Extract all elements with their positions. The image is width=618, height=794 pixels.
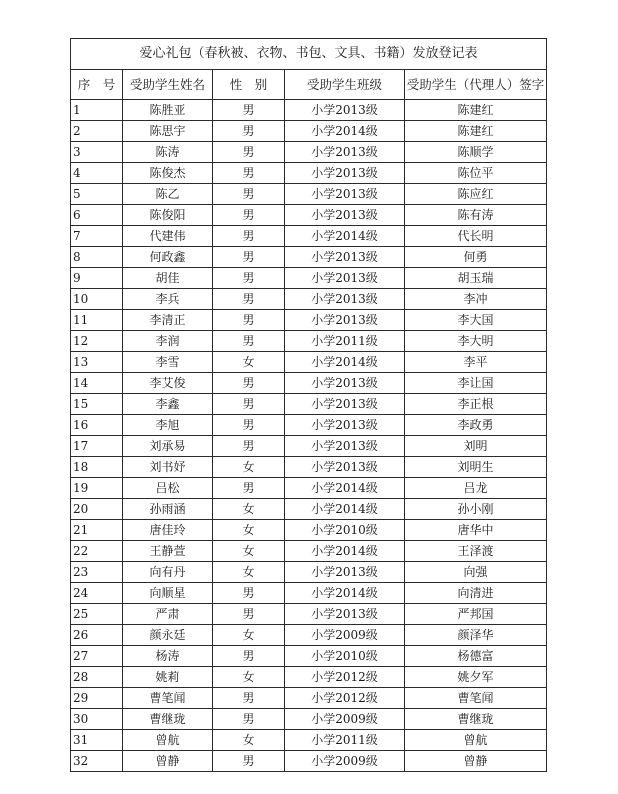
signature-cell: 向强: [405, 562, 547, 583]
table-row: [71, 331, 547, 352]
gender-cell: 男: [213, 646, 285, 667]
student-name-cell: 陈俊杰: [123, 163, 213, 184]
row-number-cell: 15: [71, 394, 123, 415]
signature-cell: 李正根: [405, 394, 547, 415]
signature-cell: 陈建红: [405, 121, 547, 142]
table-row: [71, 142, 547, 163]
signature-cell: 李政勇: [405, 415, 547, 436]
signature-cell: 唐华中: [405, 520, 547, 541]
signature-cell: 吕龙: [405, 478, 547, 499]
row-number-cell: 8: [71, 247, 123, 268]
row-number-cell: 1: [71, 100, 123, 121]
student-name-cell: 杨涛: [123, 646, 213, 667]
signature-cell: 陈顺学: [405, 142, 547, 163]
table-row: [71, 310, 547, 331]
signature-cell: 李让国: [405, 373, 547, 394]
signature-cell: 李大明: [405, 331, 547, 352]
signature-cell: 曹笔闻: [405, 688, 547, 709]
row-number-cell: 6: [71, 205, 123, 226]
student-name-cell: 曹笔闻: [123, 688, 213, 709]
student-name-cell: 颜永廷: [123, 625, 213, 646]
signature-cell: 刘明: [405, 436, 547, 457]
gender-cell: 男: [213, 583, 285, 604]
table-row: [71, 730, 547, 751]
row-number-cell: 24: [71, 583, 123, 604]
student-name-cell: 胡佳: [123, 268, 213, 289]
class-year-cell: 小学2014级: [285, 121, 405, 142]
table-row: [71, 583, 547, 604]
table-row: [71, 100, 547, 121]
signature-cell: 陈应红: [405, 184, 547, 205]
class-year-cell: 小学2013级: [285, 289, 405, 310]
gender-cell: 女: [213, 562, 285, 583]
table-body: [71, 100, 547, 772]
table-row: [71, 289, 547, 310]
table-row: [71, 625, 547, 646]
table-row: [71, 205, 547, 226]
row-number-cell: 12: [71, 331, 123, 352]
class-year-cell: 小学2014级: [285, 226, 405, 247]
table-row: [71, 436, 547, 457]
signature-cell: 曹继珑: [405, 709, 547, 730]
signature-cell: 陈建红: [405, 100, 547, 121]
class-year-cell: 小学2009级: [285, 625, 405, 646]
gender-cell: 女: [213, 625, 285, 646]
header-gender: 性 别: [213, 70, 285, 100]
row-number-cell: 22: [71, 541, 123, 562]
gender-cell: 男: [213, 268, 285, 289]
gender-cell: 男: [213, 184, 285, 205]
gender-cell: 男: [213, 310, 285, 331]
row-number-cell: 30: [71, 709, 123, 730]
signature-cell: 李冲: [405, 289, 547, 310]
student-name-cell: 陈涛: [123, 142, 213, 163]
gender-cell: 男: [213, 205, 285, 226]
table-row: [71, 457, 547, 478]
student-name-cell: 李旭: [123, 415, 213, 436]
row-number-cell: 21: [71, 520, 123, 541]
signature-cell: 向清进: [405, 583, 547, 604]
header-row: [71, 70, 547, 100]
student-name-cell: 吕松: [123, 478, 213, 499]
table-row: [71, 415, 547, 436]
student-name-cell: 刘承易: [123, 436, 213, 457]
class-year-cell: 小学2014级: [285, 352, 405, 373]
table-row: [71, 394, 547, 415]
class-year-cell: 小学2009级: [285, 709, 405, 730]
gender-cell: 男: [213, 142, 285, 163]
class-year-cell: 小学2014级: [285, 583, 405, 604]
row-number-cell: 16: [71, 415, 123, 436]
gender-cell: 男: [213, 709, 285, 730]
header-signature: 受助学生（代理人）签字: [405, 70, 547, 100]
class-year-cell: 小学2014级: [285, 499, 405, 520]
gender-cell: 男: [213, 478, 285, 499]
student-name-cell: 曾航: [123, 730, 213, 751]
class-year-cell: 小学2013级: [285, 373, 405, 394]
student-name-cell: 何政鑫: [123, 247, 213, 268]
row-number-cell: 19: [71, 478, 123, 499]
signature-cell: 颜泽华: [405, 625, 547, 646]
row-number-cell: 7: [71, 226, 123, 247]
gender-cell: 男: [213, 121, 285, 142]
header-class: 受助学生班级: [285, 70, 405, 100]
student-name-cell: 陈思宇: [123, 121, 213, 142]
gender-cell: 男: [213, 331, 285, 352]
header-number: 序 号: [71, 70, 123, 100]
signature-cell: 陈有涛: [405, 205, 547, 226]
registration-form: [70, 38, 546, 772]
class-year-cell: 小学2013级: [285, 457, 405, 478]
row-number-cell: 13: [71, 352, 123, 373]
row-number-cell: 20: [71, 499, 123, 520]
class-year-cell: 小学2013级: [285, 142, 405, 163]
class-year-cell: 小学2013级: [285, 604, 405, 625]
signature-cell: 胡玉瑞: [405, 268, 547, 289]
class-year-cell: 小学2010级: [285, 646, 405, 667]
gender-cell: 男: [213, 604, 285, 625]
signature-cell: 孙小刚: [405, 499, 547, 520]
signature-cell: 严邦国: [405, 604, 547, 625]
gender-cell: 女: [213, 667, 285, 688]
gender-cell: 女: [213, 352, 285, 373]
table-row: [71, 247, 547, 268]
student-name-cell: 刘书妤: [123, 457, 213, 478]
class-year-cell: 小学2013级: [285, 100, 405, 121]
gender-cell: 男: [213, 247, 285, 268]
table-row: [71, 499, 547, 520]
gender-cell: 女: [213, 499, 285, 520]
header-student-name: 受助学生姓名: [123, 70, 213, 100]
class-year-cell: 小学2013级: [285, 415, 405, 436]
class-year-cell: 小学2013级: [285, 562, 405, 583]
signature-cell: 曾航: [405, 730, 547, 751]
gender-cell: 男: [213, 373, 285, 394]
gender-cell: 女: [213, 520, 285, 541]
row-number-cell: 9: [71, 268, 123, 289]
student-name-cell: 李清正: [123, 310, 213, 331]
row-number-cell: 2: [71, 121, 123, 142]
table-row: [71, 688, 547, 709]
student-name-cell: 孙雨涵: [123, 499, 213, 520]
form-title: 爱心礼包（春秋被、衣物、书包、文具、书籍）发放登记表: [71, 39, 547, 70]
student-name-cell: 向有丹: [123, 562, 213, 583]
student-name-cell: 陈俊阳: [123, 205, 213, 226]
table-row: [71, 163, 547, 184]
student-name-cell: 李艾俊: [123, 373, 213, 394]
class-year-cell: 小学2012级: [285, 667, 405, 688]
table-row: [71, 541, 547, 562]
row-number-cell: 10: [71, 289, 123, 310]
row-number-cell: 4: [71, 163, 123, 184]
class-year-cell: 小学2013级: [285, 205, 405, 226]
signature-cell: 姚夕军: [405, 667, 547, 688]
student-name-cell: 曾静: [123, 751, 213, 772]
class-year-cell: 小学2013级: [285, 394, 405, 415]
gender-cell: 男: [213, 415, 285, 436]
signature-cell: 李大国: [405, 310, 547, 331]
signature-cell: 陈位平: [405, 163, 547, 184]
table-row: [71, 373, 547, 394]
signature-cell: 王泽渡: [405, 541, 547, 562]
class-year-cell: 小学2011级: [285, 730, 405, 751]
row-number-cell: 29: [71, 688, 123, 709]
table-row: [71, 268, 547, 289]
student-name-cell: 陈胜亚: [123, 100, 213, 121]
student-name-cell: 曹继珑: [123, 709, 213, 730]
student-name-cell: 代建伟: [123, 226, 213, 247]
row-number-cell: 18: [71, 457, 123, 478]
row-number-cell: 11: [71, 310, 123, 331]
table-row: [71, 184, 547, 205]
gender-cell: 男: [213, 688, 285, 709]
student-name-cell: 姚莉: [123, 667, 213, 688]
gender-cell: 男: [213, 394, 285, 415]
table-row: [71, 478, 547, 499]
student-name-cell: 陈乙: [123, 184, 213, 205]
class-year-cell: 小学2013级: [285, 436, 405, 457]
signature-cell: 曾静: [405, 751, 547, 772]
class-year-cell: 小学2013级: [285, 184, 405, 205]
row-number-cell: 32: [71, 751, 123, 772]
gender-cell: 女: [213, 541, 285, 562]
class-year-cell: 小学2013级: [285, 163, 405, 184]
table-row: [71, 667, 547, 688]
table-row: [71, 604, 547, 625]
table-row: [71, 562, 547, 583]
signature-cell: 杨德富: [405, 646, 547, 667]
student-name-cell: 李润: [123, 331, 213, 352]
gender-cell: 男: [213, 751, 285, 772]
row-number-cell: 3: [71, 142, 123, 163]
row-number-cell: 14: [71, 373, 123, 394]
table-row: [71, 751, 547, 772]
student-name-cell: 王静萱: [123, 541, 213, 562]
student-name-cell: 李鑫: [123, 394, 213, 415]
class-year-cell: 小学2009级: [285, 751, 405, 772]
class-year-cell: 小学2010级: [285, 520, 405, 541]
class-year-cell: 小学2012级: [285, 688, 405, 709]
student-name-cell: 严肃: [123, 604, 213, 625]
signature-cell: 何勇: [405, 247, 547, 268]
gender-cell: 男: [213, 436, 285, 457]
table-row: [71, 226, 547, 247]
table-row: [71, 709, 547, 730]
row-number-cell: 27: [71, 646, 123, 667]
student-name-cell: 李雪: [123, 352, 213, 373]
class-year-cell: 小学2014级: [285, 478, 405, 499]
row-number-cell: 23: [71, 562, 123, 583]
student-name-cell: 向顺星: [123, 583, 213, 604]
row-number-cell: 5: [71, 184, 123, 205]
gender-cell: 男: [213, 226, 285, 247]
signature-cell: 代长明: [405, 226, 547, 247]
table-row: [71, 121, 547, 142]
class-year-cell: 小学2013级: [285, 268, 405, 289]
gender-cell: 男: [213, 289, 285, 310]
class-year-cell: 小学2013级: [285, 310, 405, 331]
class-year-cell: 小学2013级: [285, 247, 405, 268]
gender-cell: 女: [213, 457, 285, 478]
table-row: [71, 352, 547, 373]
row-number-cell: 31: [71, 730, 123, 751]
table-row: [71, 520, 547, 541]
gender-cell: 男: [213, 100, 285, 121]
row-number-cell: 25: [71, 604, 123, 625]
row-number-cell: 17: [71, 436, 123, 457]
gender-cell: 女: [213, 730, 285, 751]
signature-cell: 李平: [405, 352, 547, 373]
class-year-cell: 小学2014级: [285, 541, 405, 562]
student-name-cell: 唐佳玲: [123, 520, 213, 541]
student-name-cell: 李兵: [123, 289, 213, 310]
gender-cell: 男: [213, 163, 285, 184]
class-year-cell: 小学2011级: [285, 331, 405, 352]
row-number-cell: 28: [71, 667, 123, 688]
signature-cell: 刘明生: [405, 457, 547, 478]
table-row: [71, 646, 547, 667]
registration-table: [70, 38, 547, 772]
row-number-cell: 26: [71, 625, 123, 646]
